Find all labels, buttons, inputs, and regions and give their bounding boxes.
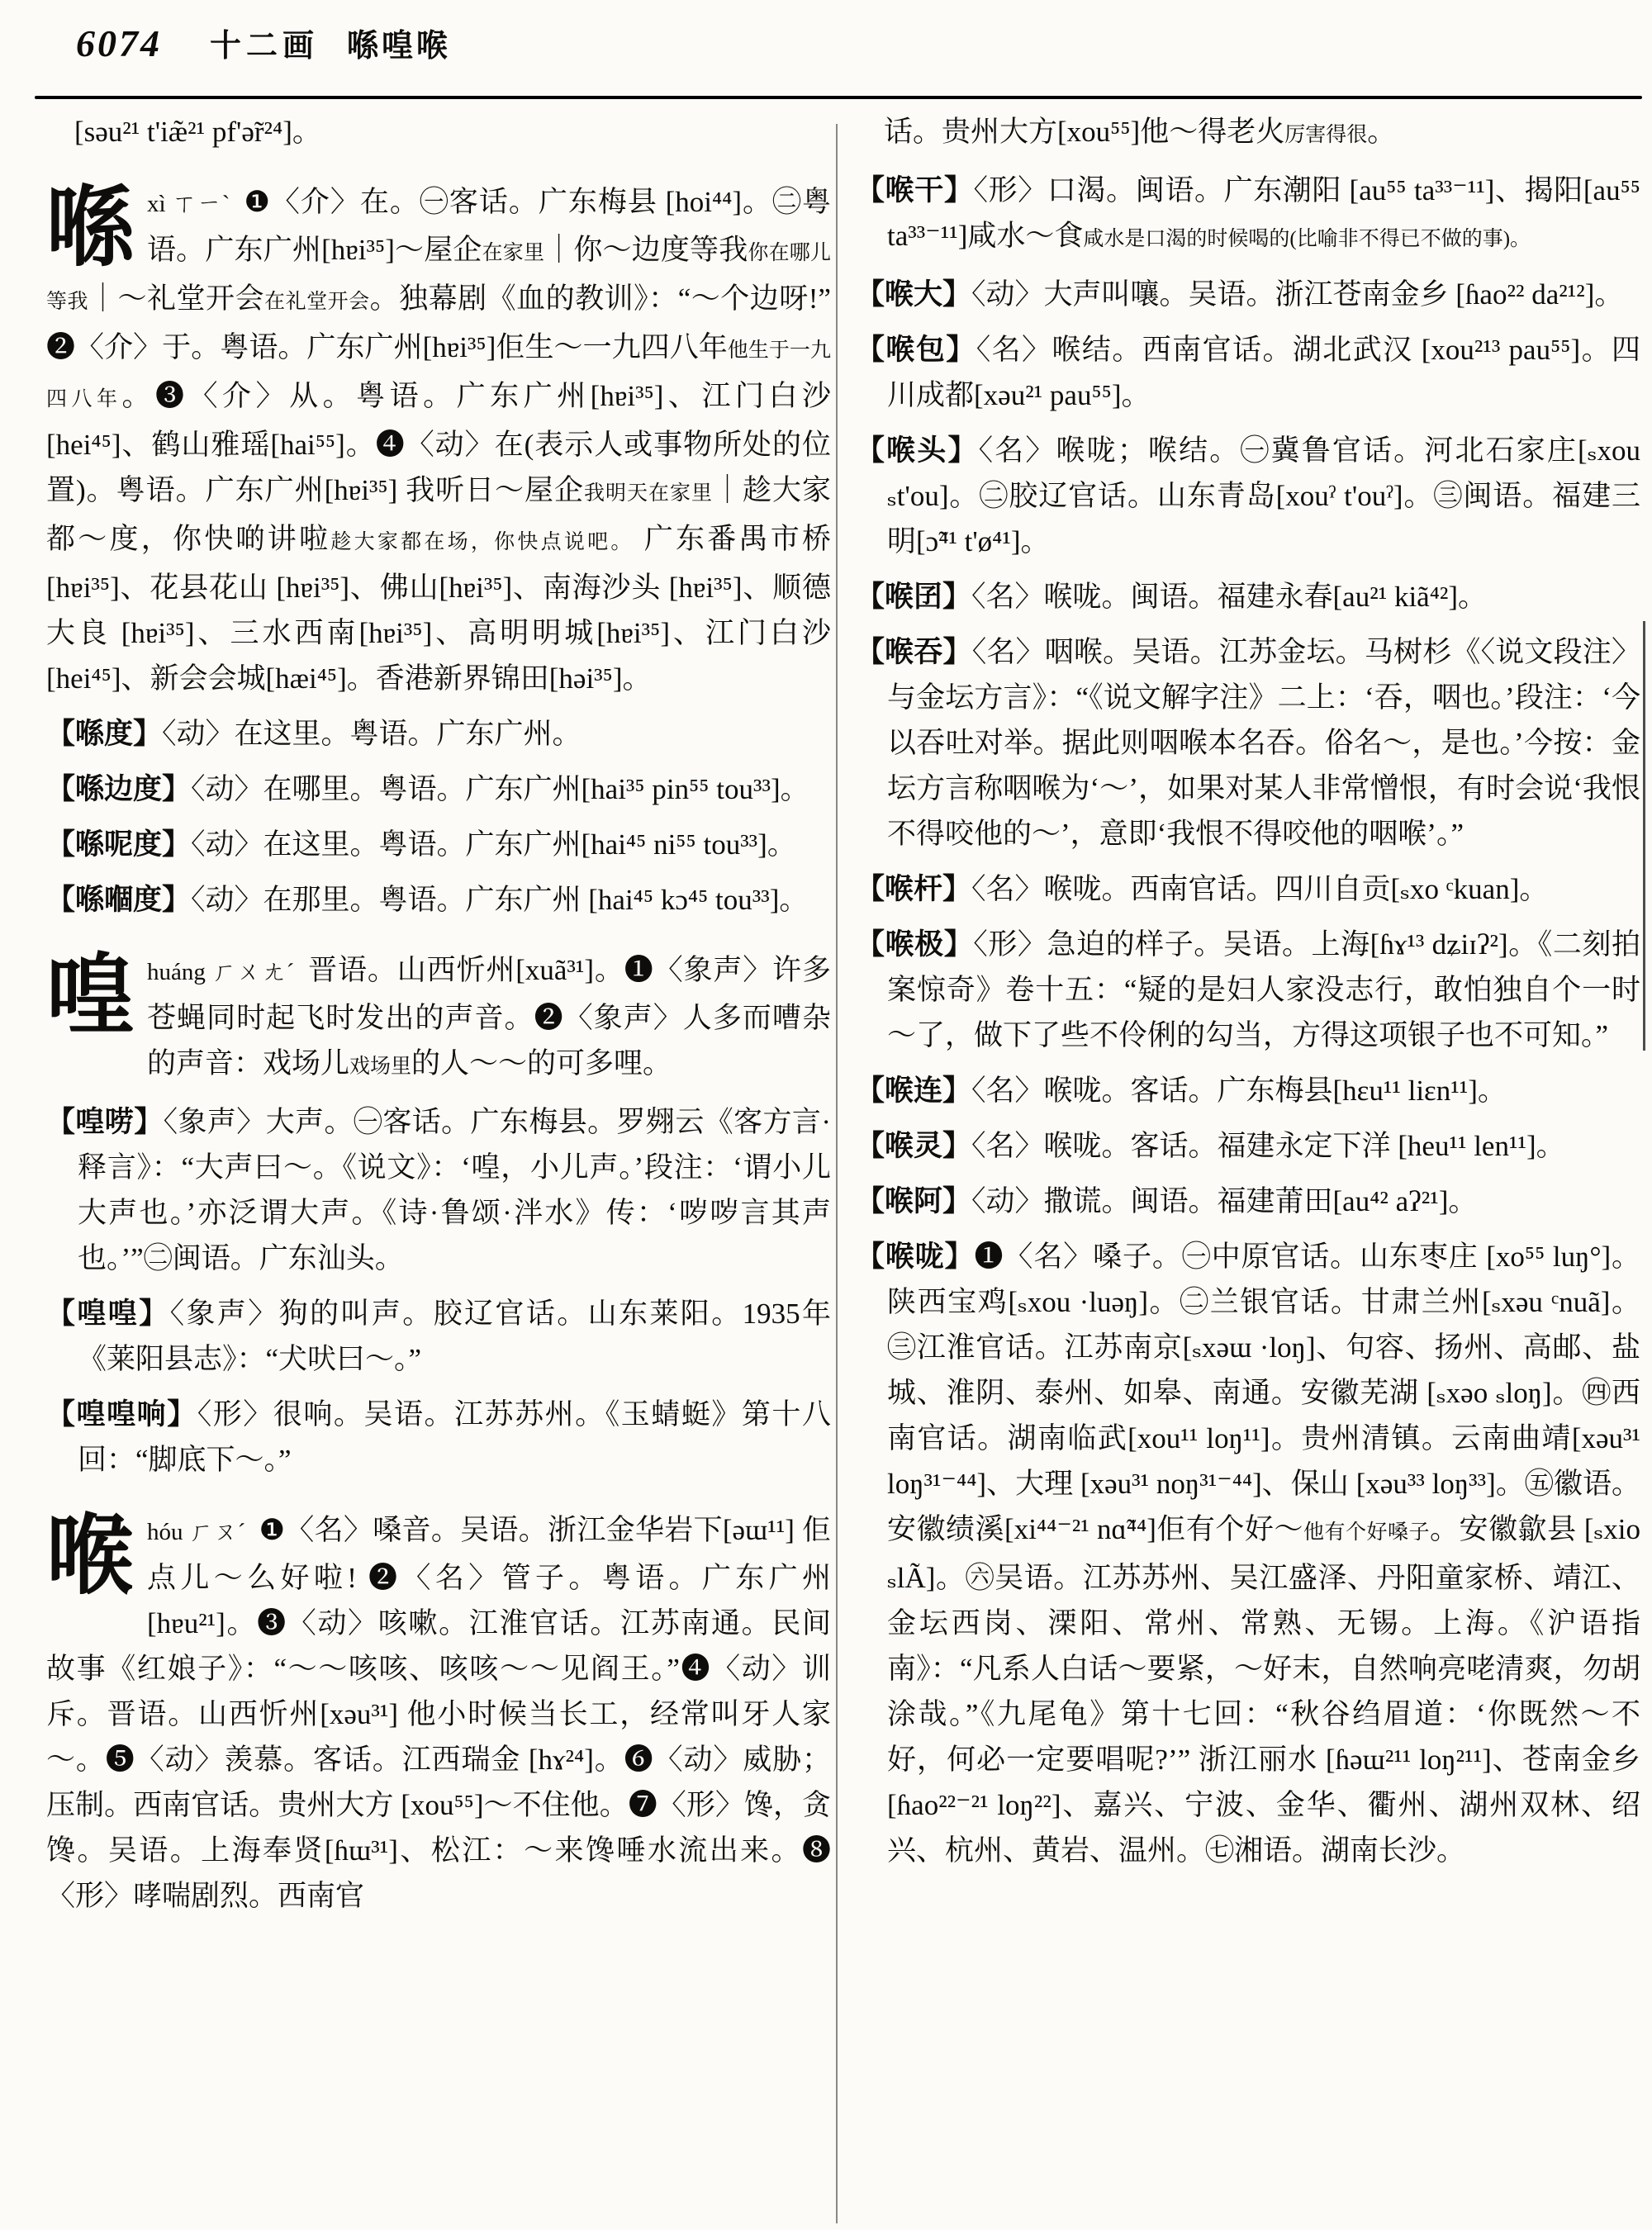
entry-text: 〈动〉在那里。粤语。广东广州 [hai⁴⁵ kɔ⁴⁵ tou³³]。: [191, 884, 809, 916]
entry-text: 〈名〉喉结。西南官话。湖北武汉 [xou²¹³ pau⁵⁵]。四川成都[xəu²¹ pau⁵⁵]。: [887, 334, 1640, 411]
compound-entry: [46, 766, 831, 812]
entry-headword: 【喉头】: [856, 434, 979, 467]
gloss-small: 他生于一九四八年: [46, 339, 831, 410]
entry-text: 话。贵州大方[xou⁵⁵]他～得老火: [884, 116, 1285, 148]
compound-entry: [856, 629, 1640, 856]
headword-character: 喺: [46, 180, 134, 277]
entry-text: 。❸〈介〉从。粤语。广东广州[hɐi³⁵]、江门白沙[hei⁴⁵]、鹤山雅瑶[hai⁵⁵]。❹〈动〉在(表示人或事物所处的位置)。粤语。广东广州[hɐi³⁵] 我听日～屋企: [46, 380, 831, 506]
entry-text: 〈动〉大声叫嚷。吴语。浙江苍南金乡 [ɦao²² da²¹²]。: [971, 278, 1624, 311]
continuation-paragraph: [856, 109, 1640, 158]
gloss-small: 在家里: [482, 242, 545, 264]
entry-text: ｜你～边度等我: [544, 234, 748, 266]
compound-entry: [856, 1179, 1640, 1224]
gloss-small: 趁大家都在场，你快点说吧。: [330, 531, 634, 553]
entry-text: 〈象声〉狗的叫声。胶辽官话。山东莱阳。1935年《莱阳县志》：“犬吠曰～。”: [78, 1298, 831, 1375]
page-number: 6074: [76, 22, 162, 64]
compound-entry: [46, 1392, 831, 1483]
compound-entry: [856, 922, 1640, 1058]
entry-headword: 【喺嗰度】: [46, 884, 192, 916]
compound-entry: [46, 711, 831, 757]
compound-entry: [46, 1291, 831, 1382]
entry-headword: 【喉阿】: [856, 1185, 972, 1217]
entry-headword: 【喤唠】: [46, 1106, 164, 1138]
entry-text: 。独幕剧《血的教训》：“～个边呀!” ❷〈介〉于。粤语。广东广州[hɐi³⁵]佢生～一九四八年: [46, 282, 831, 363]
gloss-small: 戏场里: [349, 1056, 412, 1078]
page-header: [76, 20, 451, 65]
entry-headword: 【喺呢度】: [46, 828, 192, 861]
character-entry: [46, 1507, 831, 1919]
entry-text: 。: [1367, 116, 1397, 148]
entry-headword: 【喉连】: [856, 1075, 972, 1107]
entry-headword: 【喉大】: [856, 278, 972, 311]
entry-text: 〈象声〉大声。㊀客话。广东梅县。罗翙云《客方言·释言》：“大声曰～。《说文》：‘喤，小儿声。’段注：‘谓小儿大声也。’亦泛谓大声。《诗·鲁颂·泮水》传：‘哕哕言其声也。’”㊁闽语。广东汕头。: [78, 1106, 831, 1274]
headword-character: 喉: [46, 1508, 134, 1605]
entry-text: ❶〈介〉在。㊀客话。广东梅县 [hoi⁴⁴]。㊁粤语。广东广州[hɐi³⁵]～屋企: [147, 186, 831, 266]
entry-headword: 【喤喤响】: [46, 1398, 197, 1431]
pinyin-zhuyin-reading: xì ㄒㄧˋ: [147, 191, 231, 217]
pinyin-zhuyin-reading: huáng ㄏㄨㄤˊ: [147, 959, 296, 985]
headword-character: 喤: [46, 948, 134, 1045]
compound-entry: [46, 1099, 831, 1281]
compound-entry: [856, 168, 1640, 262]
entry-text: ❶〈名〉嗓子。㊀中原官话。山东枣庄 [xo⁵⁵ luŋ°]。陕西宝鸡[ₛxou ·luəŋ]。㊁兰银官话。甘肃兰州[ₛxəu ᶜnuã]。㊂江淮官话。江苏南京[ₛxəɯ ·loŋ]、句容、扬州、高邮、盐城、淮阴、泰州、如皋、南通。安徽芜湖 [ₛxəo ₛloŋ]。㊃西南官话。湖南临武[xou¹¹ loŋ¹¹]。贵州清镇。云南曲靖[xəu³¹ loŋ³¹⁻⁴⁴]、大理 [xəu³¹ noŋ³¹⁻⁴⁴]、保山 [xəu³³ loŋ³³]。㊄徽语。安徽绩溪[xi⁴⁴⁻²¹ nɑ̃⁴⁴]佢有个好～: [887, 1241, 1640, 1545]
gloss-small: 咸水是口渴的时候喝的(比喻非不得已不做的事)。: [1083, 228, 1531, 250]
compound-entry: [856, 574, 1640, 619]
section-characters: 喺喤喉: [347, 29, 452, 64]
entry-text: 〈名〉喉咙。西南官话。四川自贡[ₛxo ᶜkuan]。: [971, 873, 1549, 905]
entry-text: ｜～礼堂开会: [88, 282, 265, 315]
continuation-paragraph: [46, 109, 831, 154]
gloss-small: 在礼堂开会: [264, 291, 370, 313]
entry-headword: 【喉杆】: [856, 873, 972, 905]
compound-entry: [46, 877, 831, 923]
entry-headword: 【喉干】: [856, 174, 974, 206]
entry-headword: 【喉包】: [856, 334, 976, 366]
entry-text: 〈名〉喉咙。闽语。福建永春[au²¹ kiã⁴²]。: [971, 581, 1488, 613]
entry-text: ❶〈名〉嗓音。吴语。浙江金华岩下[əɯ¹¹] 佢点儿～么好啦! ❷〈名〉管子。粤语。广东广州[hɐu²¹]。❸〈动〉咳嗽。江淮官话。江苏南通。民间故事《红娘子》：“～～咳咳、咳咳～～见阎王。”❹〈动〉训斥。晋语。山西忻州[xəu³¹] 他小时候当长工，经常叫牙人家～。❺〈动〉羡慕。客话。江西瑞金 [hɤ²⁴]。❻〈动〉威胁；压制。西南官话。贵州大方 [xou⁵⁵]～不住他。❼〈形〉馋，贪馋。吴语。上海奉贤[ɦɯ³¹]、松江：～来馋唾水流出来。❽〈形〉哮喘剧烈。西南官: [46, 1514, 831, 1912]
entry-text: 〈形〉很响。吴语。江苏苏州。《玉蜻蜓》第十八回：“脚底下～。”: [78, 1398, 831, 1476]
entry-headword: 【喺边度】: [46, 773, 192, 805]
compound-entry: [856, 428, 1640, 564]
entry-text: 。安徽歙县 [ₛxio ₛlÃ]。㊅吴语。江苏苏州、吴江盛泽、丹阳童家桥、靖江、金坛西岗、溧阳、常州、常熟、无锡。上海。《沪语指南》：“凡系人白话～要紧，～好末，自然响亮咾清爽，勿胡涂哉。”《九尾龟》第十七回：“秋谷绉眉道：‘你既然～不好，何必一定要唱呢?’” 浙江丽水 [ɦəɯ²¹¹ loŋ²¹¹]、苍南金乡[ɦao²²⁻²¹ loŋ²²]、嘉兴、宁波、金华、衢州、湖州双林、绍兴、杭州、黄岩、温州。㊆湘语。湖南长沙。: [887, 1513, 1641, 1867]
entry-headword: 【喤喤】: [46, 1298, 170, 1330]
gloss-small: 你在哪儿等我: [46, 242, 831, 313]
entry-text: 晋语。山西忻州[xuã³¹]。❶〈象声〉许多苍蝇同时起飞时发出的声音。❷〈象声〉人多而嘈杂的声音：戏场儿: [147, 954, 831, 1079]
entry-text: 的人～～的可多哩。: [411, 1047, 672, 1079]
header-rule: [35, 96, 1642, 99]
entry-text: 〈名〉咽喉。吴语。江苏金坛。马树杉《〈说文段注〉与金坛方言》：“《说文解字注》二上：‘吞，咽也。’段注：‘今以吞吐对举。据此则咽喉本名吞。俗名～，是也。’今按：金坛方言称咽喉为‘～’，如果对某人非常憎恨，有时会说‘我恨不得咬他的～’，意即‘我恨不得咬他的咽喉’。”: [887, 636, 1640, 850]
pinyin-zhuyin-reading: hóu ㄏㄡˊ: [147, 1519, 246, 1545]
gloss-small: 他有个好嗓子: [1303, 1521, 1431, 1544]
entry-text: 〈动〉在哪里。粤语。广东广州[hai³⁵ pin⁵⁵ tou³³]。: [191, 773, 809, 805]
entry-text: 〈名〉喉咙。客话。广东梅县[hɛu¹¹ liɛn¹¹]。: [971, 1075, 1507, 1107]
entry-text: 〈形〉急迫的样子。吴语。上海[ɦɤ¹³ dʑiɪʔ²]。《二刻拍案惊奇》卷十五：“疑的是妇人家没志行，敢怕独自个一时～了，做下了些不伶俐的勾当，方得这项银子也不可知。”: [887, 928, 1640, 1051]
entry-text: 〈动〉在这里。粤语。广东广州[hai⁴⁵ ni⁵⁵ tou³³]。: [191, 828, 796, 861]
gloss-small: 我明天在家里: [584, 482, 714, 505]
compound-entry: [46, 822, 831, 867]
entry-text: 〈名〉喉咙；喉结。㊀冀鲁官话。河北石家庄[ₛxou ₛt'ou]。㊁胶辽官话。山东青岛[xouˀ t'ouˀ]。㊂闽语。福建三明[ɔ̃⁴¹ t'ø⁴¹]。: [887, 434, 1640, 558]
entry-text: 〈动〉在这里。粤语。广东广州。: [162, 718, 582, 750]
compound-entry: [856, 1123, 1640, 1169]
entry-headword: 【喉咙】: [856, 1241, 975, 1273]
compound-entry: [856, 327, 1640, 418]
entry-text: 广东番禺市桥[hɐi³⁵]、花县花山 [hɐi³⁵]、佛山[hɐi³⁵]、南海沙头 [hɐi³⁵]、顺德大良 [hɐi³⁵]、三水西南[hɐi³⁵]、高明明城[hɐi³⁵]、江门白沙 [hei⁴⁵]、新会会城[hæi⁴⁵]。香港新界锦田[həi³⁵]。: [46, 523, 831, 695]
compound-entry: [856, 866, 1640, 912]
entry-text: ｜趁大家都～度，你快啲讲啦: [46, 474, 831, 555]
entry-text: 〈形〉口渴。闽语。广东潮阳 [au⁵⁵ ta³³⁻¹¹]、揭阳[au⁵⁵ ta³³⁻¹¹]咸水～食: [887, 174, 1640, 252]
entry-text: 〈动〉撒谎。闽语。福建莆田[au⁴² aʔ²¹]。: [971, 1185, 1478, 1217]
compound-entry: [856, 1234, 1640, 1873]
entry-headword: 【喉囝】: [856, 581, 972, 613]
page-edge-line: [1643, 621, 1645, 1051]
entry-text: 〈名〉喉咙。客话。福建永定下洋 [heu¹¹ len¹¹]。: [971, 1130, 1565, 1162]
entry-headword: 【喉吞】: [856, 636, 972, 668]
right-column: [856, 109, 1640, 1883]
entry-headword: 【喉灵】: [856, 1130, 972, 1162]
character-entry: [46, 179, 831, 701]
compound-entry: [856, 272, 1640, 317]
stroke-count-section: 十二画: [210, 29, 320, 64]
entry-headword: 【喉极】: [856, 928, 974, 961]
entry-text: [səu²¹ t'iæ̃²¹ pf'ə̃r²⁴]。: [74, 116, 321, 148]
column-divider: [836, 124, 838, 2223]
left-column: [46, 109, 831, 1929]
gloss-small: 厉害得很: [1284, 124, 1368, 146]
character-entry: [46, 947, 831, 1089]
compound-entry: [856, 1068, 1640, 1113]
entry-headword: 【喺度】: [46, 718, 163, 750]
